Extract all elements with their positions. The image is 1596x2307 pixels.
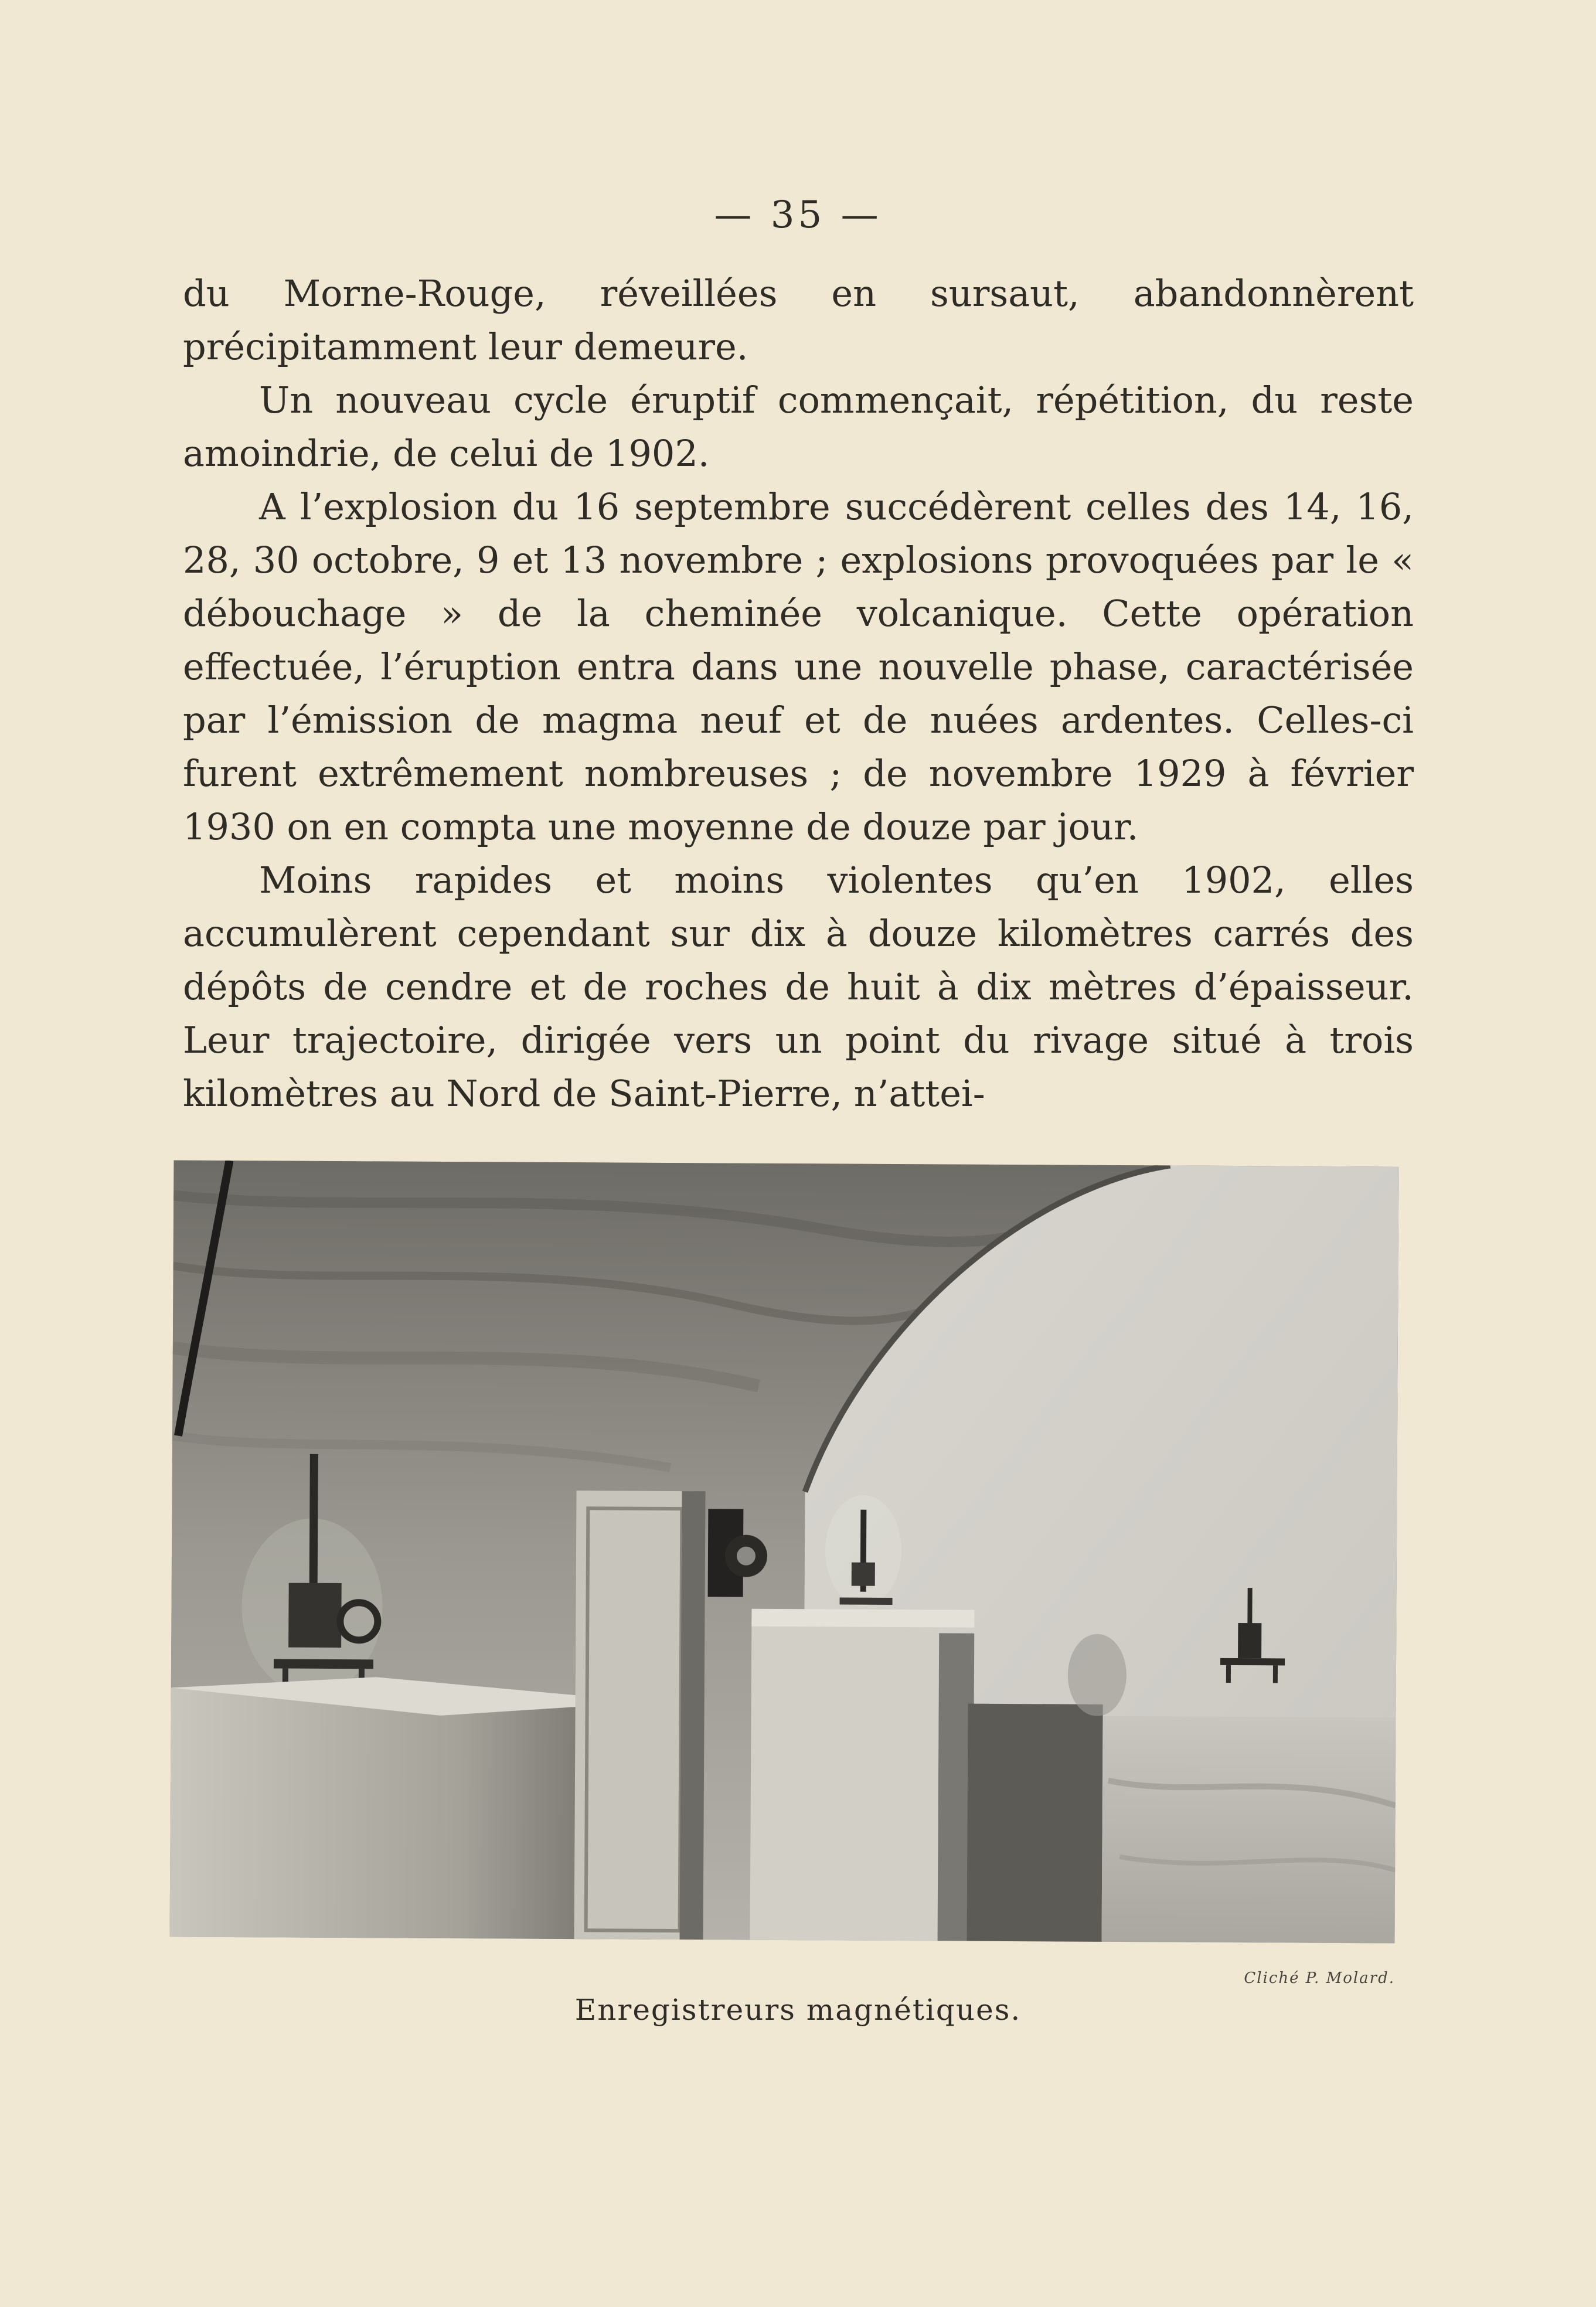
paragraph-2: Un nouveau cycle éruptif commençait, répétition, du reste amoindrie, de celui de 1902.	[183, 379, 1414, 475]
paragraph-4: Moins rapides et moins violentes qu’en 1902, elles accumulèrent cependant sur dix à douze kilomètres carrés des dépôts de cendre et de roches de huit à dix mètres d’épaisseur. Leur trajectoire, dirigée vers un point du rivage situé à trois kilomètres au Nord de Saint-Pierre, n’attei-	[183, 859, 1414, 1115]
paragraph-1: du Morne-Rouge, réveillées en sursaut, abandonnèrent précipitamment leur demeure.	[183, 272, 1414, 368]
photo-credit: Cliché P. Molard.	[1244, 1969, 1395, 1987]
paragraph-3: A l’explosion du 16 septembre succédèrent celles des 14, 16, 28, 30 octobre, 9 et 13 novembre ; explosions provoquées par le « débouchage » de la cheminée volcanique. Cette opération effectuée, l’éruption entra dans une nouvelle phase, caractérisée par l’émission de magma neuf et de nuées ardentes. Celles-ci furent extrêmement nombreuses ; de novembre 1929 à février 1930 on en compta une moyenne de douze par jour.	[183, 485, 1414, 848]
body-text	[183, 267, 1414, 1120]
photograph-magnetic-recorders	[170, 1161, 1399, 1944]
photo-illustration	[170, 1161, 1399, 1944]
figure-caption: Enregistreurs magnétiques.	[574, 1993, 1022, 2027]
page-number: — 35 —	[714, 193, 882, 237]
